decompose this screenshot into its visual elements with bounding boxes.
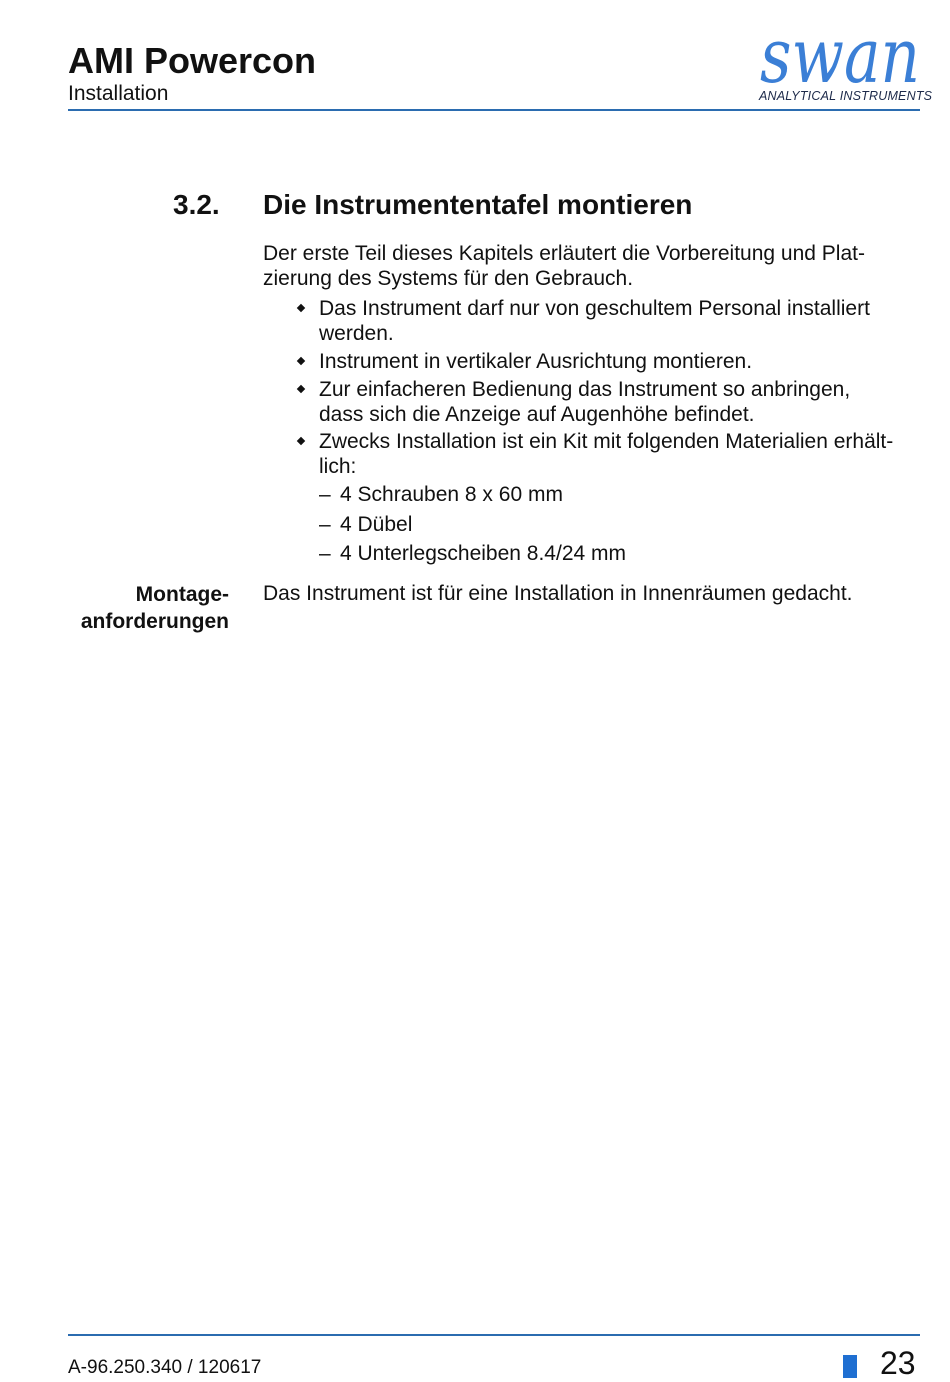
intro-line: Der erste Teil dieses Kapitels erläutert die Vorbereitung und Plat- <box>263 242 865 265</box>
bullet-line: Zur einfacheren Bedienung das Instrument so anbringen, <box>319 378 851 401</box>
swan-logo-word: swan <box>760 12 920 98</box>
bullet-line: Zwecks Installation ist ein Kit mit folgenden Materialien erhält- <box>319 430 894 453</box>
side-label-line: Montage- <box>135 583 229 606</box>
section-title: Die Instrumententafel montieren <box>263 189 693 220</box>
diamond-bullet-icon <box>297 385 305 393</box>
document-title: AMI Powercon <box>68 40 317 81</box>
page-marker-bar <box>843 1355 857 1378</box>
kit-item-text: 4 Dübel <box>340 513 413 536</box>
side-label-line: anforderungen <box>80 610 229 633</box>
swan-logo <box>760 12 922 98</box>
diamond-bullet-icon <box>297 357 305 365</box>
dash-marker: – <box>319 483 331 506</box>
montage-side-label <box>40 581 229 635</box>
chapter-subtitle: Installation <box>68 82 169 105</box>
section-number: 3.2. <box>173 189 220 220</box>
logo-tagline: ANALYTICAL INSTRUMENTS <box>759 89 933 103</box>
bullet-line: dass sich die Anzeige auf Augenhöhe befindet. <box>319 403 755 426</box>
intro-paragraph <box>263 241 865 291</box>
page-number: 23 <box>880 1345 916 1381</box>
montage-text: Das Instrument ist für eine Installation in Innenräumen gedacht. <box>263 582 853 605</box>
bullet-line: lich: <box>319 455 357 478</box>
document-number: A-96.250.340 / 120617 <box>68 1357 262 1378</box>
bullet-line: werden. <box>319 322 394 345</box>
bullet-line: Instrument in vertikaler Ausrichtung montieren. <box>319 350 753 373</box>
header-divider <box>68 109 920 111</box>
kit-item-text: 4 Schrauben 8 x 60 mm <box>340 483 563 506</box>
kit-item-text: 4 Unterlegscheiben 8.4/24 mm <box>340 542 626 565</box>
bullet-line: Das Instrument darf nur von geschultem Personal installiert <box>319 297 870 320</box>
intro-line: zierung des Systems für den Gebrauch. <box>263 267 634 290</box>
diamond-bullet-icon <box>297 304 305 312</box>
dash-marker: – <box>319 542 331 565</box>
dash-marker: – <box>319 513 331 536</box>
diamond-bullet-icon <box>297 437 305 445</box>
footer-divider <box>68 1334 920 1336</box>
